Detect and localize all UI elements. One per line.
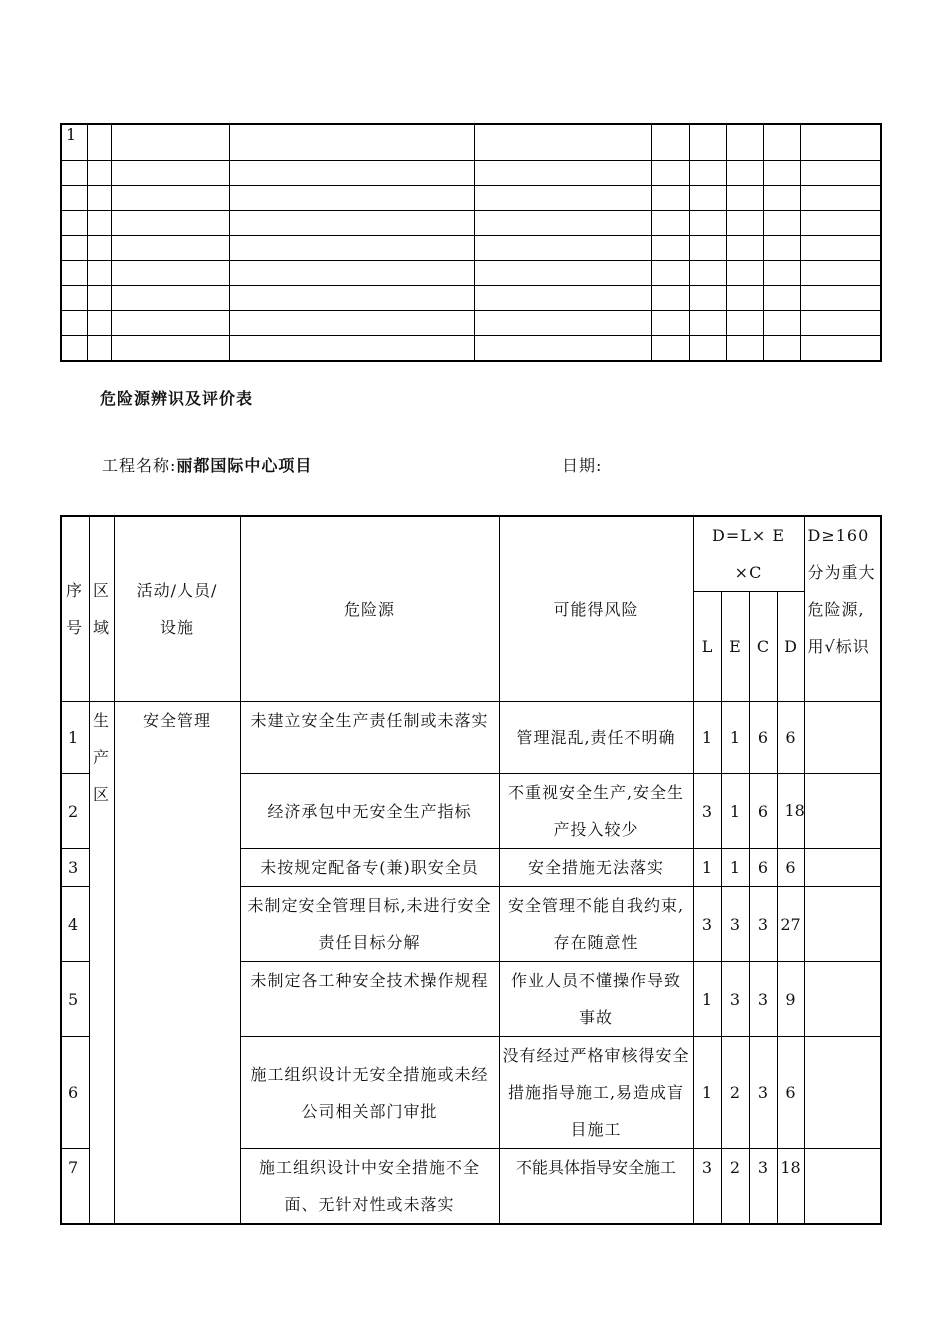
header-major-hazard: D≥160分为重大危险源,用√标识 [804, 516, 881, 702]
area-cell: 生产区 [89, 702, 114, 1225]
hazard-cell: 未制定安全管理目标,未进行安全责任目标分解 [240, 887, 499, 962]
risk-cell: 安全管理不能自我约束,存在随意性 [499, 887, 693, 962]
table-row [61, 160, 881, 185]
table-row [61, 335, 881, 361]
risk-cell: 安全措施无法落实 [499, 849, 693, 887]
major-hazard-mark [804, 887, 881, 962]
row-number: 1 [61, 124, 87, 160]
row-seq: 1 [61, 702, 89, 774]
c-value: 6 [749, 774, 777, 849]
hazard-cell: 经济承包中无安全生产指标 [240, 774, 499, 849]
e-value: 1 [721, 702, 749, 774]
e-value: 2 [721, 1037, 749, 1149]
l-value: 3 [693, 1149, 721, 1225]
hazard-cell: 施工组织设计中安全措施不全面、无针对性或未落实 [240, 1149, 499, 1225]
header-formula: D=L× E ×C [693, 516, 804, 592]
risk-cell: 不重视安全生产,安全生产投入较少 [499, 774, 693, 849]
e-value: 3 [721, 887, 749, 962]
header-C: C [749, 592, 777, 702]
major-hazard-mark [804, 1149, 881, 1225]
risk-cell: 没有经过严格审核得安全措施指导施工,易造成盲目施工 [499, 1037, 693, 1149]
c-value: 3 [749, 962, 777, 1037]
table-row [61, 210, 881, 235]
d-value: 6 [777, 1037, 804, 1149]
l-value: 1 [693, 1037, 721, 1149]
table-row [61, 260, 881, 285]
c-value: 3 [749, 887, 777, 962]
e-value: 1 [721, 849, 749, 887]
e-value: 3 [721, 962, 749, 1037]
c-value: 6 [749, 849, 777, 887]
major-hazard-mark [804, 774, 881, 849]
d-value: 9 [777, 962, 804, 1037]
l-value: 1 [693, 702, 721, 774]
major-hazard-mark [804, 962, 881, 1037]
l-value: 1 [693, 962, 721, 1037]
hazard-cell: 施工组织设计无安全措施或未经公司相关部门审批 [240, 1037, 499, 1149]
page-title: 危险源辨识及评价表 [100, 389, 254, 408]
d-value: 18 [777, 774, 804, 849]
e-value: 1 [721, 774, 749, 849]
header-area: 区域 [89, 516, 114, 702]
row-seq: 2 [61, 774, 89, 849]
header-E: E [721, 592, 749, 702]
project-name: 丽都国际中心项目 [176, 456, 313, 475]
project-label: 工程名称: [102, 456, 177, 475]
table-row [61, 702, 881, 774]
project-line [102, 453, 312, 476]
l-value: 3 [693, 887, 721, 962]
l-value: 3 [693, 774, 721, 849]
major-hazard-mark [804, 1037, 881, 1149]
d-value: 6 [777, 849, 804, 887]
e-value: 2 [721, 1149, 749, 1225]
table-row [61, 235, 881, 260]
l-value: 1 [693, 849, 721, 887]
table-row [61, 310, 881, 335]
row-seq: 5 [61, 962, 89, 1037]
row-seq: 7 [61, 1149, 89, 1225]
row-seq: 4 [61, 887, 89, 962]
table-row [61, 285, 881, 310]
risk-cell: 管理混乱,责任不明确 [499, 702, 693, 774]
header-risk: 可能得风险 [499, 516, 693, 702]
hazard-cell: 未制定各工种安全技术操作规程 [240, 962, 499, 1037]
header-D: D [777, 592, 804, 702]
header-hazard: 危险源 [240, 516, 499, 702]
hazard-table [60, 515, 882, 1225]
c-value: 6 [749, 702, 777, 774]
d-value: 6 [777, 702, 804, 774]
major-hazard-mark [804, 849, 881, 887]
table-row [61, 124, 881, 160]
activity-cell: 安全管理 [114, 702, 240, 1225]
risk-cell: 作业人员不懂操作导致事故 [499, 962, 693, 1037]
table-row [61, 185, 881, 210]
header-L: L [693, 592, 721, 702]
row-seq: 3 [61, 849, 89, 887]
header-activity: 活动/人员/设施 [114, 516, 240, 702]
c-value: 3 [749, 1037, 777, 1149]
previous-table [60, 123, 882, 362]
major-hazard-mark [804, 702, 881, 774]
hazard-cell: 未建立安全生产责任制或未落实 [240, 702, 499, 774]
date-label: 日期: [562, 456, 603, 475]
d-value: 27 [777, 887, 804, 962]
c-value: 3 [749, 1149, 777, 1225]
header-seq: 序号 [61, 516, 89, 702]
risk-cell: 不能具体指导安全施工 [499, 1149, 693, 1225]
hazard-cell: 未按规定配备专(兼)职安全员 [240, 849, 499, 887]
d-value: 18 [777, 1149, 804, 1225]
row-seq: 6 [61, 1037, 89, 1149]
header-row [61, 516, 881, 592]
